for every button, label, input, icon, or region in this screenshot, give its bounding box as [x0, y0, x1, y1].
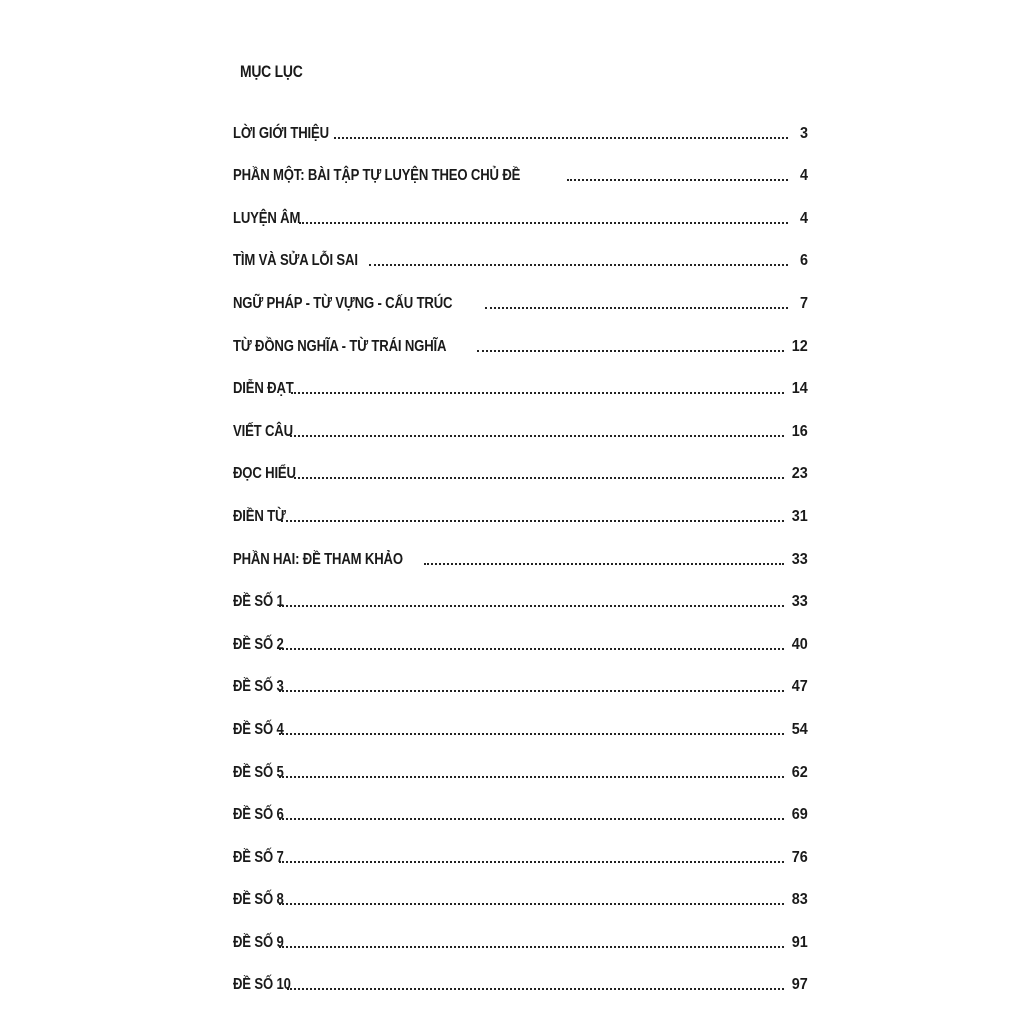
toc-entry [233, 441, 808, 484]
toc-entry-title: ĐỀ SỐ 7 [233, 848, 284, 866]
toc-dot-leader [299, 222, 788, 224]
toc-entry [233, 398, 808, 441]
toc-entry [233, 611, 808, 654]
toc-entry-page-number: 4 [799, 209, 808, 227]
toc-entry-page-number: 69 [791, 806, 808, 824]
toc-entry-title: DIỄN ĐẠT [233, 380, 294, 398]
toc-entry-page-number: 33 [791, 550, 808, 568]
toc-dot-leader [424, 563, 784, 565]
toc-dot-leader [369, 264, 788, 266]
toc-entry-title: ĐỀ SỐ 10 [233, 976, 291, 994]
toc-entry-title: LUYỆN ÂM [233, 209, 301, 227]
toc-dot-leader [279, 605, 784, 607]
toc-entry-page-number: 62 [791, 763, 808, 781]
toc-dot-leader [477, 350, 784, 352]
toc-dot-leader [279, 776, 784, 778]
toc-dot-leader [281, 520, 784, 522]
toc-entry-page-number: 14 [791, 380, 808, 398]
toc-dot-leader [291, 392, 784, 394]
toc-entry [233, 100, 808, 143]
toc-entry-title: ĐỀ SỐ 3 [233, 678, 284, 696]
toc-dot-leader [279, 861, 784, 863]
toc-entry-title: ĐỀ SỐ 2 [233, 635, 284, 653]
toc-entry-page-number: 3 [799, 124, 808, 142]
toc-entry [233, 782, 808, 825]
toc-dot-leader [294, 477, 785, 479]
toc-entry-page-number: 4 [799, 167, 808, 185]
toc-entry-page-number: 12 [791, 337, 808, 355]
toc-entry-page-number: 54 [791, 720, 808, 738]
toc-dot-leader [279, 903, 784, 905]
toc-entry-page-number: 83 [791, 891, 808, 909]
toc-entry [233, 909, 808, 952]
toc-entry [233, 654, 808, 697]
toc-entry-page-number: 47 [791, 678, 808, 696]
toc-entry-title: ĐỀ SỐ 6 [233, 806, 284, 824]
toc-entry-title: ĐỀ SỐ 1 [233, 593, 284, 611]
toc-dot-leader [279, 818, 784, 820]
toc-entry [233, 526, 808, 569]
toc-entry-title: ĐỀ SỐ 8 [233, 891, 284, 909]
toc-dot-leader [334, 137, 788, 139]
toc-entry [233, 696, 808, 739]
toc-entry-page-number: 76 [791, 848, 808, 866]
toc-entry-title: NGỮ PHÁP - TỪ VỰNG - CẤU TRÚC [233, 294, 453, 312]
toc-entry [233, 143, 808, 186]
toc-heading: MỤC LỤC [240, 62, 303, 81]
toc-dot-leader [279, 733, 784, 735]
toc-entry-page-number: 6 [799, 252, 808, 270]
toc-entry [233, 952, 808, 995]
toc-entry [233, 867, 808, 910]
toc-dot-leader [279, 648, 784, 650]
toc-list [233, 100, 808, 994]
toc-entry-page-number: 97 [791, 976, 808, 994]
toc-entry-page-number: 91 [791, 933, 808, 951]
toc-entry-title: TÌM VÀ SỬA LỖI SAI [233, 252, 358, 270]
toc-entry [233, 313, 808, 356]
toc-entry-page-number: 23 [791, 465, 808, 483]
toc-dot-leader [290, 435, 784, 437]
toc-entry-page-number: 31 [791, 507, 808, 525]
toc-entry-page-number: 40 [791, 635, 808, 653]
toc-entry [233, 270, 808, 313]
toc-entry-title: ĐỀ SỐ 9 [233, 933, 284, 951]
toc-entry-title: ĐỌC HIỂU [233, 465, 296, 483]
toc-entry [233, 356, 808, 399]
toc-entry-title: ĐIỀN TỪ [233, 507, 286, 525]
toc-entry [233, 483, 808, 526]
toc-dot-leader [287, 988, 784, 990]
toc-entry [233, 739, 808, 782]
toc-dot-leader [485, 307, 788, 309]
toc-entry-title: ĐỀ SỐ 4 [233, 720, 284, 738]
toc-entry [233, 569, 808, 612]
toc-entry-title: LỜI GIỚI THIỆU [233, 124, 329, 142]
toc-entry-title: VIẾT CÂU [233, 422, 293, 440]
toc-dot-leader [279, 946, 784, 948]
toc-entry-page-number: 33 [791, 593, 808, 611]
toc-entry-title: TỪ ĐỒNG NGHĨA - TỪ TRÁI NGHĨA [233, 337, 447, 355]
toc-dot-leader [279, 690, 784, 692]
toc-entry-title: PHẦN MỘT: BÀI TẬP TỰ LUYỆN THEO CHỦ ĐỀ [233, 167, 521, 185]
toc-entry-title: ĐỀ SỐ 5 [233, 763, 284, 781]
toc-entry-page-number: 7 [799, 294, 808, 312]
toc-dot-leader [567, 179, 788, 181]
toc-entry [233, 185, 808, 228]
toc-entry-page-number: 16 [791, 422, 808, 440]
toc-entry-title: PHẦN HAI: ĐỀ THAM KHẢO [233, 550, 403, 568]
toc-entry [233, 228, 808, 271]
toc-entry [233, 824, 808, 867]
